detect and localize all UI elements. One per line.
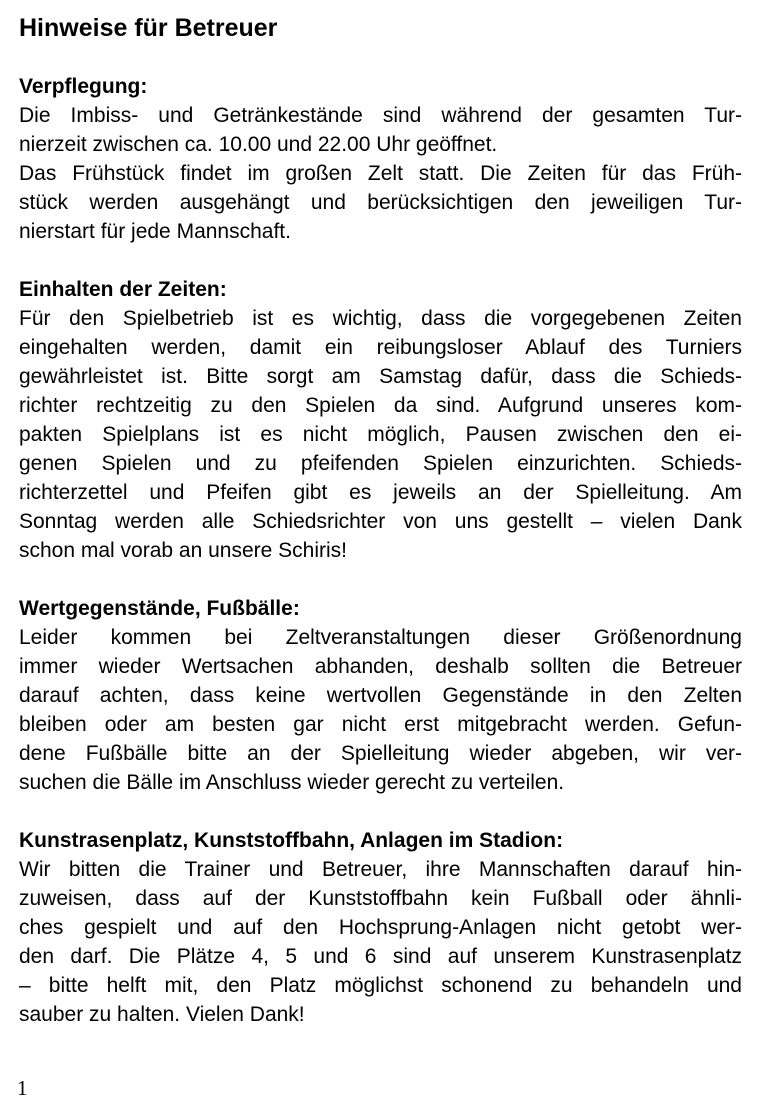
- paragraph-line: bleiben oder am besten gar nicht erst mitgebracht werden. Gefun-: [19, 713, 742, 736]
- paragraph-line: – bitte helft mit, den Platz möglichst schonend zu behandeln und: [19, 974, 742, 997]
- section-heading: Kunstrasenplatz, Kunststoffbahn, Anlagen im Stadion:: [19, 829, 564, 852]
- paragraph-line: richter rechtzeitig zu den Spielen da sind. Aufgrund unseres kom-: [19, 394, 742, 417]
- paragraph-line: pakten Spielplans ist es nicht möglich, Pausen zwischen den ei-: [19, 423, 742, 446]
- paragraph-line: genen Spielen und zu pfeifenden Spielen einzurichten. Schieds-: [19, 452, 742, 475]
- paragraph-line: suchen die Bälle im Anschluss wieder gerecht zu verteilen.: [19, 771, 565, 794]
- paragraph-line: nierzeit zwischen ca. 10.00 und 22.00 Uhr geöffnet.: [19, 133, 498, 156]
- paragraph-line: immer wieder Wertsachen abhanden, deshalb sollten die Betreuer: [19, 655, 742, 678]
- section-kunstrasenplatz: [19, 826, 742, 1029]
- paragraph-line: Wir bitten die Trainer und Betreuer, ihre Mannschaften darauf hin-: [19, 858, 742, 881]
- paragraph-line: Leider kommen bei Zeltveranstaltungen dieser Größenordnung: [19, 626, 742, 649]
- paragraph-line: zuweisen, dass auf der Kunststoffbahn kein Fußball oder ähnli-: [19, 887, 742, 910]
- section-heading: Wertgegenstände, Fußbälle:: [19, 597, 300, 620]
- paragraph-line: Die Imbiss- und Getränkestände sind während der gesamten Tur-: [19, 104, 742, 127]
- page-title: Hinweise für Betreuer: [19, 14, 278, 42]
- paragraph-line: nierstart für jede Mannschaft.: [19, 220, 291, 243]
- section-verpflegung: [19, 72, 742, 246]
- paragraph-line: stück werden ausgehängt und berücksichtigen den jeweiligen Tur-: [19, 191, 742, 214]
- paragraph-line: Sonntag werden alle Schiedsrichter von uns gestellt – vielen Dank: [19, 510, 742, 533]
- section-einhalten-der-zeiten: [19, 275, 742, 565]
- section-wertgegenstaende: [19, 594, 742, 797]
- paragraph-line: eingehalten werden, damit ein reibungsloser Ablauf des Turniers: [19, 336, 742, 359]
- document-page: [19, 10, 742, 1058]
- section-heading: Einhalten der Zeiten:: [19, 278, 227, 301]
- paragraph-line: Für den Spielbetrieb ist es wichtig, dass die vorgegebenen Zeiten: [19, 307, 742, 330]
- paragraph-line: gewährleistet ist. Bitte sorgt am Samstag dafür, dass die Schieds-: [19, 365, 742, 388]
- paragraph-line: Das Frühstück findet im großen Zelt statt. Die Zeiten für das Früh-: [19, 162, 742, 185]
- paragraph-line: ches gespielt und auf den Hochsprung-Anlagen nicht getobt wer-: [19, 916, 742, 939]
- paragraph-line: richterzettel und Pfeifen gibt es jeweils an der Spielleitung. Am: [19, 481, 742, 504]
- paragraph-line: den darf. Die Plätze 4, 5 und 6 sind auf unserem Kunstrasenplatz: [19, 945, 742, 968]
- paragraph-line: sauber zu halten. Vielen Dank!: [19, 1003, 305, 1026]
- section-heading: Verpflegung:: [19, 75, 148, 98]
- paragraph-line: darauf achten, dass keine wertvollen Gegenstände in den Zelten: [19, 684, 742, 707]
- paragraph-line: dene Fußbälle bitte an der Spielleitung wieder abgeben, wir ver-: [19, 742, 742, 765]
- page-number: 1: [17, 1076, 28, 1100]
- paragraph-line: schon mal vorab an unsere Schiris!: [19, 539, 347, 562]
